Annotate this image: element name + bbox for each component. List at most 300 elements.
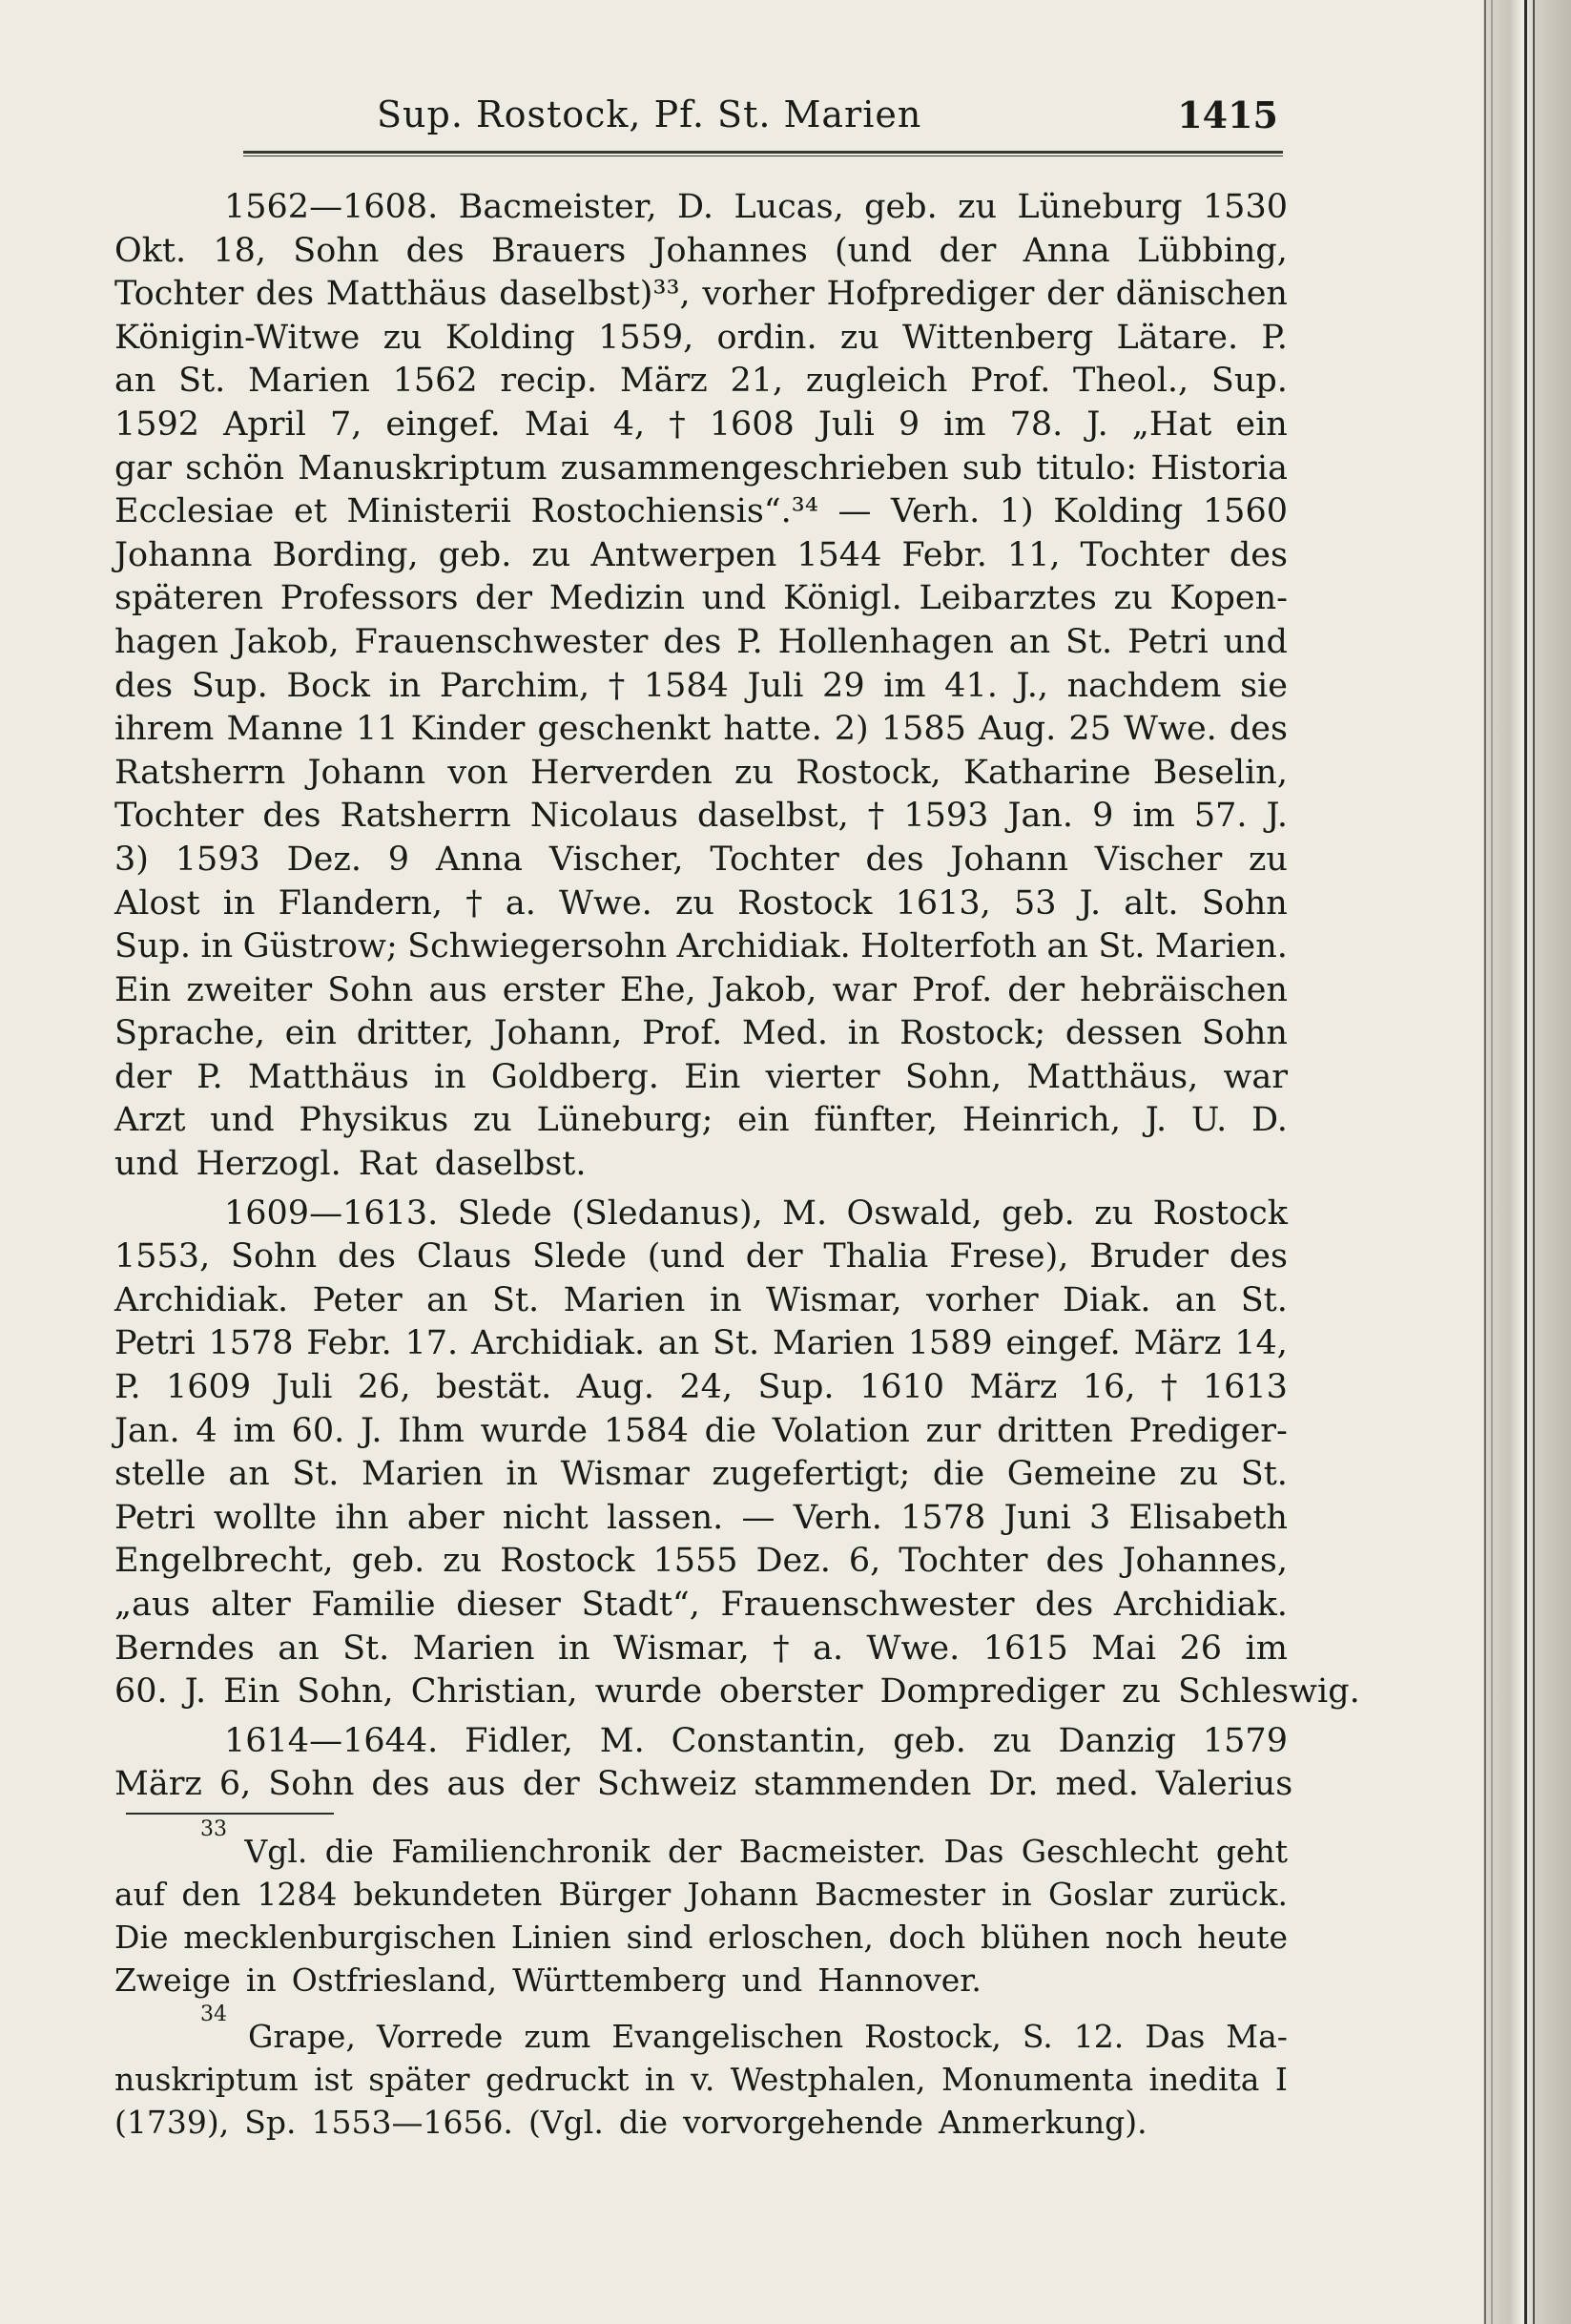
text-line (114, 577, 1288, 621)
word: Bruder (1089, 1237, 1209, 1276)
word: an (1008, 622, 1051, 661)
text-line (114, 1056, 1288, 1100)
word: des (1229, 710, 1288, 749)
word: daselbst, (697, 797, 849, 836)
page-number: 1415 (1177, 93, 1278, 136)
word: ihrem (114, 710, 215, 749)
word: 29 (822, 666, 865, 705)
word: gar (114, 448, 173, 488)
word: stelle (114, 1455, 206, 1494)
word: † (1160, 1368, 1178, 1407)
word: Elisabeth (1128, 1498, 1288, 1537)
word: † (669, 405, 686, 444)
word: 16, (1082, 1368, 1136, 1407)
word: Sohn (1201, 883, 1288, 923)
word: Lätare. (1116, 318, 1239, 357)
word: Arzt (114, 1101, 186, 1140)
text-line (114, 1235, 1288, 1279)
text-line (114, 360, 1288, 404)
word: Ostfriesland, (291, 1961, 498, 1999)
word: an (1174, 1280, 1217, 1319)
word: zu (443, 1542, 483, 1581)
word: St. (1240, 1280, 1288, 1319)
word: Stadt“, (581, 1586, 700, 1624)
word: Med. (741, 1014, 828, 1053)
body-text (114, 186, 1360, 1813)
word: alt. (1124, 883, 1179, 923)
text-line (114, 2002, 1288, 2058)
word: † (773, 1629, 790, 1668)
word: 3 (1088, 1498, 1111, 1537)
gutter-edge-line (1524, 0, 1527, 2324)
word: an (278, 1629, 320, 1668)
word: nachdem (1066, 666, 1222, 705)
text-line (114, 273, 1288, 317)
word: Johann (307, 753, 426, 792)
word: der (522, 1765, 580, 1804)
word: Jakob, (711, 970, 817, 1009)
word: der (1007, 970, 1065, 1009)
word: Johann, (493, 1014, 623, 1053)
word: auf (114, 1876, 166, 1913)
word: Katharine (962, 753, 1131, 792)
word: Sup. (757, 1368, 835, 1407)
word: a. (813, 1629, 844, 1668)
word: zum (524, 2018, 591, 2055)
word: Petri (114, 1498, 196, 1537)
word: Aug. (978, 710, 1057, 749)
word: Die (114, 1919, 169, 1956)
word: Jan. (1007, 797, 1074, 836)
word: Frese), (949, 1237, 1069, 1276)
word: ein (737, 1101, 790, 1140)
word: und (210, 1101, 275, 1140)
word: Prof. (642, 1014, 723, 1053)
word: M. (782, 1193, 828, 1233)
word: Kinder (410, 710, 526, 749)
word: Matthäus, (1026, 1057, 1199, 1096)
word: St. (292, 1455, 340, 1494)
word: Anna (1023, 231, 1110, 270)
word: hagen (114, 622, 219, 661)
word: geschenkt (537, 710, 712, 749)
word: Parchim, (439, 666, 590, 705)
word: Sp. (244, 2104, 297, 2141)
word: — (837, 492, 872, 531)
word: 1615 (982, 1629, 1068, 1668)
entry-fidler (114, 1720, 1293, 1807)
header-rule (243, 151, 1283, 156)
word: Bock (286, 666, 370, 705)
word: Diak. (1063, 1280, 1151, 1319)
word: und (741, 1961, 803, 1999)
word: St. (1240, 1455, 1288, 1494)
word: Hannover. (817, 1961, 982, 1999)
text-line (114, 969, 1288, 1013)
word: Lübbing, (1137, 231, 1288, 270)
word: an (426, 1280, 468, 1319)
text-line (114, 1279, 1288, 1323)
word: Sup. (1210, 362, 1288, 401)
word: bestät. (436, 1368, 552, 1407)
word: schön (185, 448, 285, 488)
word: dieser (456, 1586, 561, 1624)
word: in (245, 1961, 277, 1999)
word: Juni (1003, 1498, 1071, 1537)
text-line (114, 1720, 1288, 1764)
word: Vgl. (244, 1833, 308, 1870)
word: zu (992, 1721, 1032, 1760)
word: 4 (196, 1411, 217, 1450)
text-line (114, 1763, 1293, 1807)
text-line (114, 1497, 1288, 1541)
word: Das (943, 1833, 1004, 1870)
word: Archidiak. (1113, 1586, 1288, 1624)
word: daselbst. (434, 1145, 587, 1184)
word: 2) (834, 710, 869, 749)
gutter-edge-line (1533, 0, 1535, 2324)
word: 1555 (652, 1542, 738, 1581)
word: zu (1248, 840, 1288, 879)
word: hatte. (723, 710, 822, 749)
word: St. (178, 362, 226, 401)
word: Verh. (793, 1498, 882, 1537)
word: geht (1215, 1833, 1288, 1870)
word: zu (674, 883, 714, 923)
word: war (1223, 1057, 1288, 1096)
footnote-rule (126, 1813, 334, 1815)
word: gedruckt (485, 2061, 630, 2098)
word: des (337, 1237, 397, 1276)
word: (und (647, 1237, 725, 1276)
word: März (969, 1368, 1058, 1407)
word: Evangelischen (611, 2018, 844, 2055)
word: 1562 (392, 362, 478, 401)
word: Bacmester (815, 1876, 985, 1913)
word: 1284 (257, 1876, 338, 1913)
word: Kopen- (1169, 579, 1288, 618)
word: Rostock; (899, 1014, 1046, 1053)
word: März (1133, 1324, 1222, 1363)
word: P. (114, 1368, 141, 1407)
word: Petri (114, 1324, 196, 1363)
word: an (657, 1324, 700, 1363)
word: Verh. (891, 492, 981, 531)
text-line (114, 2101, 1288, 2144)
word: Marien (563, 1280, 686, 1319)
word: Gemeine (1006, 1455, 1157, 1494)
word: Wittenberg (902, 318, 1094, 357)
word: Christian, (410, 1672, 578, 1712)
word: an (1046, 927, 1088, 966)
text-line (114, 1540, 1288, 1584)
word: 1584 (603, 1411, 689, 1450)
text-line (114, 2058, 1288, 2101)
word: Hofprediger (826, 275, 1035, 314)
word: Jan. (114, 1411, 180, 1450)
word: 1589 (907, 1324, 993, 1363)
word: Goslar (1047, 1876, 1153, 1913)
word: Schleswig. (1178, 1672, 1360, 1712)
word: Ratsherrn (340, 797, 511, 836)
word: „aus (114, 1586, 191, 1624)
word: Danzig (1058, 1721, 1177, 1760)
word: zu (734, 753, 774, 792)
text-line (114, 1916, 1288, 1959)
word: 1592 (114, 405, 200, 444)
word: Juli (817, 405, 875, 444)
word: der (745, 1237, 803, 1276)
text-line (114, 1670, 1360, 1714)
word: Sohn (293, 231, 380, 270)
word: P. (1261, 318, 1288, 357)
word: Goldberg. (490, 1057, 659, 1096)
word: Juli (276, 1368, 333, 1407)
word: zu (472, 1101, 512, 1140)
word: bekundeten (353, 1876, 543, 1913)
word: Engelbrecht, (114, 1542, 334, 1581)
word: 60. (291, 1411, 345, 1450)
word: in (557, 1629, 590, 1668)
word: erloschen, (708, 1919, 874, 1956)
word: † (608, 666, 626, 705)
word: geb. (1002, 1193, 1075, 1233)
word: 1610 (858, 1368, 945, 1407)
word: Alost (114, 883, 200, 923)
word: Medizin (548, 579, 686, 618)
word: 1579 (1202, 1721, 1288, 1760)
word: † (867, 797, 885, 836)
word: Ministerii (346, 492, 511, 531)
word: Dr. (988, 1765, 1039, 1804)
word: Rostock, (796, 753, 941, 792)
word: Antwerpen (590, 535, 777, 574)
word: 9 (387, 840, 410, 879)
word: im (943, 405, 986, 444)
word: 1614—1644. (224, 1721, 439, 1760)
word: geb. (864, 188, 938, 226)
word: 1608 (709, 405, 795, 444)
word: Vorrede (376, 2018, 504, 2055)
word: Lucas, (734, 188, 844, 226)
word: Dez. (755, 1542, 831, 1581)
word: Febr. (901, 535, 987, 574)
word: zweiter (186, 970, 313, 1009)
word: Sohn (268, 1765, 355, 1804)
word: heute (1197, 1919, 1288, 1956)
word: D. (1251, 1101, 1288, 1140)
text-line (114, 447, 1288, 491)
word: 1562—1608. (224, 188, 439, 226)
word: Manne (226, 710, 343, 749)
word: des (371, 1765, 430, 1804)
word: 3) (114, 840, 149, 879)
word: ein (284, 1014, 338, 1053)
word: Mai (1091, 1629, 1157, 1668)
word: Kolding (444, 318, 575, 357)
word: nuskriptum (114, 2061, 299, 2098)
word: Bacmeister. (738, 1833, 926, 1870)
word: des (114, 666, 174, 705)
word: Matthäus (247, 1057, 409, 1096)
word: Matthäus (325, 275, 487, 314)
word: Das (1145, 2018, 1206, 2055)
word: J., (1016, 666, 1049, 705)
word: zu (382, 318, 423, 357)
word: Historia (1150, 448, 1288, 488)
word: Physikus (299, 1101, 449, 1140)
word: dritten (997, 1411, 1113, 1450)
word: zu (1122, 1672, 1162, 1712)
text-line (114, 1959, 1288, 2002)
word: 1609—1613. (224, 1193, 439, 1233)
entry-bacmeister (114, 186, 1288, 1187)
word: I (1274, 2061, 1288, 2098)
word: an (114, 362, 156, 401)
word: zu (839, 318, 879, 357)
word: Prediger- (1128, 1411, 1288, 1450)
word: der (1046, 275, 1104, 314)
word: (und (835, 231, 913, 270)
word: zu (1179, 1455, 1219, 1494)
word: zugefertigt; (712, 1455, 911, 1494)
word: 1544 (796, 535, 882, 574)
word: im (883, 666, 926, 705)
word: zu (1094, 1193, 1134, 1233)
word: Ecclesiae (114, 492, 275, 531)
word: vorher (926, 1280, 1039, 1319)
word: 25 (1068, 710, 1111, 749)
word: † (465, 883, 483, 923)
word: J. (1266, 797, 1288, 836)
word: im (1132, 797, 1175, 836)
word: titulo: (1036, 448, 1138, 488)
word: Domprediger (879, 1672, 1106, 1712)
word: Johann (950, 840, 1068, 879)
word: des (1229, 1237, 1288, 1276)
word: Ein (684, 1057, 741, 1096)
word: P. (736, 622, 763, 661)
word: Sohn (1201, 1014, 1288, 1053)
word: Berndes (114, 1629, 255, 1668)
word: der (667, 1833, 722, 1870)
word: vierter (765, 1057, 880, 1096)
word: Peter (312, 1280, 403, 1319)
text-line (114, 1873, 1288, 1916)
text-line (114, 1453, 1288, 1497)
word: dessen (1065, 1014, 1183, 1053)
word: Prof. (912, 970, 993, 1009)
word: Wwe. (559, 883, 652, 923)
word: Febr. (306, 1324, 392, 1363)
word: 24, (679, 1368, 734, 1407)
word: März (619, 362, 708, 401)
word: vorher (702, 275, 815, 314)
word: v. (691, 2061, 715, 2098)
word: 57. (1193, 797, 1248, 836)
text-line (114, 795, 1288, 839)
word: des (865, 840, 924, 879)
word: Sprache, (114, 1014, 265, 1053)
word: Aug. (576, 1368, 654, 1407)
word: Thalia (823, 1237, 929, 1276)
word: 7, (329, 405, 362, 444)
word: ordin. (716, 318, 817, 357)
word: Marien. (1154, 927, 1288, 966)
word: et (293, 492, 327, 531)
word: Professors (279, 579, 459, 618)
word: J. (1079, 883, 1102, 923)
word: in (200, 927, 234, 966)
word: geb. (351, 1542, 425, 1581)
word: später (368, 2061, 470, 2098)
word: Rostock (500, 1542, 635, 1581)
word: der (939, 231, 997, 270)
word: zu (958, 188, 998, 226)
word: St. (1065, 622, 1113, 661)
word: in (1002, 1876, 1032, 1913)
word: ist (314, 2061, 353, 2098)
word: 9 (1092, 797, 1114, 836)
word: in (709, 1280, 742, 1319)
word: zu (531, 535, 571, 574)
word: in (222, 883, 256, 923)
word: Johanna (114, 535, 253, 574)
text-line (114, 317, 1288, 361)
word: U. (1190, 1101, 1228, 1140)
word: späteren (114, 579, 263, 618)
word: (Vgl. (527, 2104, 604, 2141)
word: wollte (213, 1498, 318, 1537)
word: des (262, 797, 321, 836)
word: die (618, 2104, 669, 2141)
word: 12. (1073, 2018, 1125, 2055)
running-title: Sup. Rostock, Pf. St. Marien (377, 93, 922, 135)
word: 1) (999, 492, 1034, 531)
word: 1584 (643, 666, 729, 705)
word: 1578 (208, 1324, 294, 1363)
word: stammenden (754, 1765, 972, 1804)
word: April (223, 405, 306, 444)
word: St. (492, 1280, 540, 1319)
word: Rat (358, 1145, 418, 1184)
word: den (181, 1876, 241, 1913)
word: 26 (1179, 1629, 1223, 1668)
word: in (644, 2061, 675, 2098)
word: eingef. (1005, 1324, 1121, 1363)
word: Kolding (1053, 492, 1184, 531)
text-line (114, 404, 1288, 447)
text-line (114, 1817, 1288, 1873)
word: und (701, 579, 767, 618)
word: 53 (1013, 883, 1057, 923)
word: Wismar, (613, 1629, 750, 1668)
text-line (114, 1584, 1288, 1628)
word: Familienchronik (391, 1833, 651, 1870)
word: sie (1240, 666, 1288, 705)
word: Volation (772, 1411, 910, 1450)
word: Schwiegersohn (407, 927, 668, 966)
word: 14, (1234, 1324, 1288, 1363)
word: 11, (1006, 535, 1061, 574)
word: Ein (114, 970, 172, 1009)
word: und (114, 1145, 179, 1184)
word: und (1223, 622, 1288, 661)
word: Brauers (491, 231, 627, 270)
word: Rostock (1152, 1193, 1288, 1233)
word: Marien (248, 362, 370, 401)
word: Anmerkung). (938, 2104, 1147, 2141)
